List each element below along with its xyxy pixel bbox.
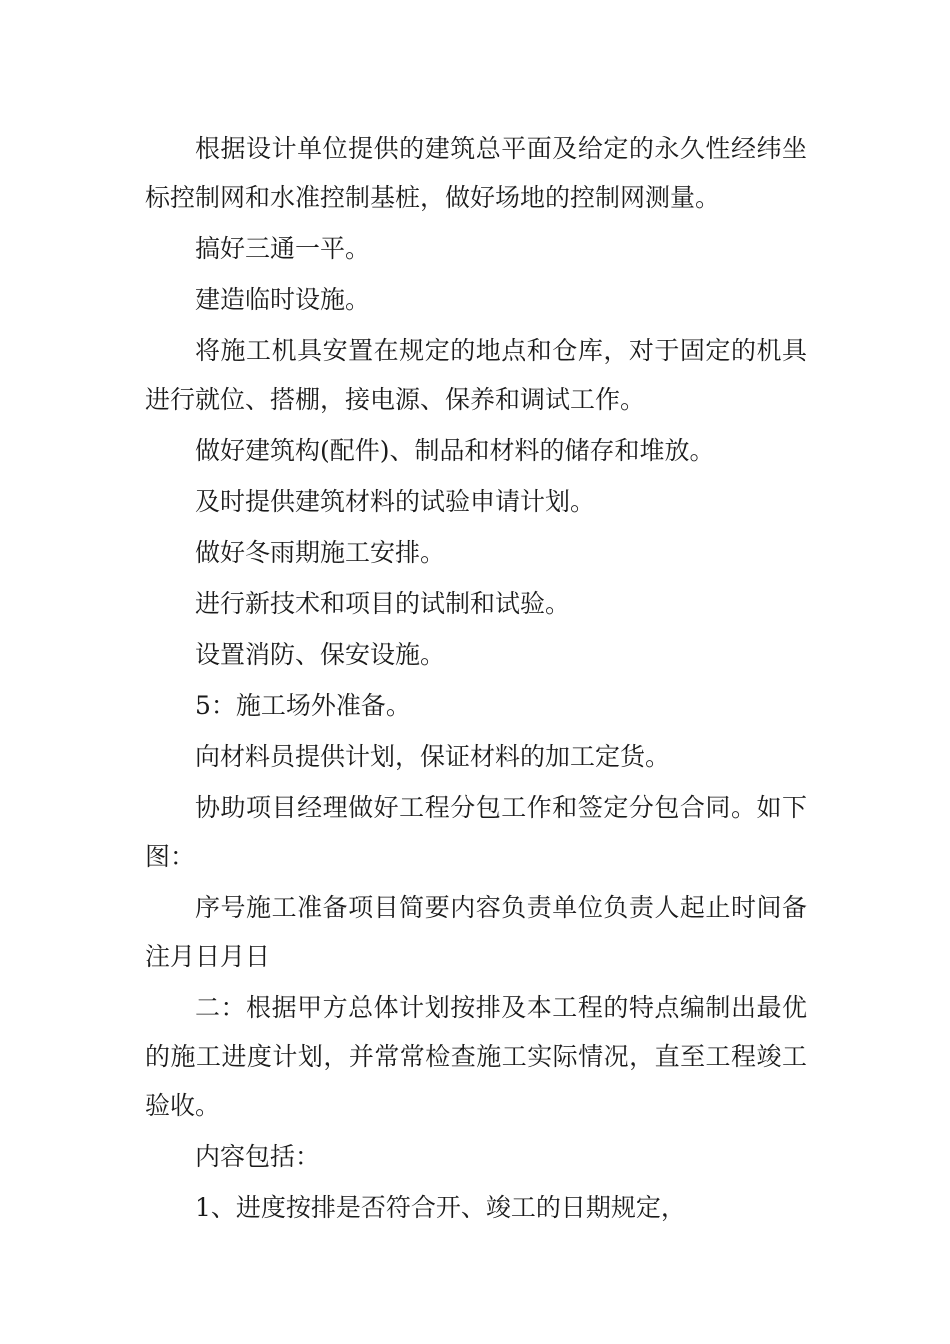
document-body [145, 124, 807, 1234]
paragraph-control-survey: 根据设计单位提供的建筑总平面及给定的永久性经纬坐标控制网和水准控制基桩，做好场地的控制网测量。 [145, 134, 807, 212]
paragraph-contents-include: 内容包括： [195, 1142, 321, 1171]
paragraph-item-1: 1、进度按排是否符合开、竣工的日期规定， [195, 1193, 686, 1222]
section-heading-schedule-plan: 二：根据甲方总体计划按排及本工程的特点编制出最优的施工进度计划，并常常检查施工实际情况，直至工程竣工验收。 [145, 993, 807, 1120]
paragraph-material-testing: 及时提供建筑材料的试验申请计划。 [195, 487, 596, 516]
paragraph-subcontracting: 协助项目经理做好工程分包工作和签定分包合同。如下图： [145, 793, 807, 871]
paragraph-temporary-facilities: 建造临时设施。 [195, 285, 371, 314]
paragraph-seasonal-arrangement: 做好冬雨期施工安排。 [195, 538, 446, 567]
paragraph-site-preparation: 搞好三通一平。 [195, 234, 371, 263]
paragraph-fire-security: 设置消防、保安设施。 [195, 640, 446, 669]
paragraph-table-header-text: 序号施工准备项目简要内容负责单位负责人起止时间备注月日月日 [145, 893, 807, 971]
paragraph-machinery-placement: 将施工机具安置在规定的地点和仓库，对于固定的机具进行就位、搭棚，接电源、保养和调试工作。 [145, 336, 807, 414]
paragraph-new-technology: 进行新技术和项目的试制和试验。 [195, 589, 571, 618]
paragraph-material-plan: 向材料员提供计划，保证材料的加工定货。 [195, 742, 671, 771]
paragraph-material-storage: 做好建筑构(配件)、制品和材料的储存和堆放。 [195, 436, 715, 465]
section-heading-offsite-preparation: 5：施工场外准备。 [195, 691, 411, 720]
